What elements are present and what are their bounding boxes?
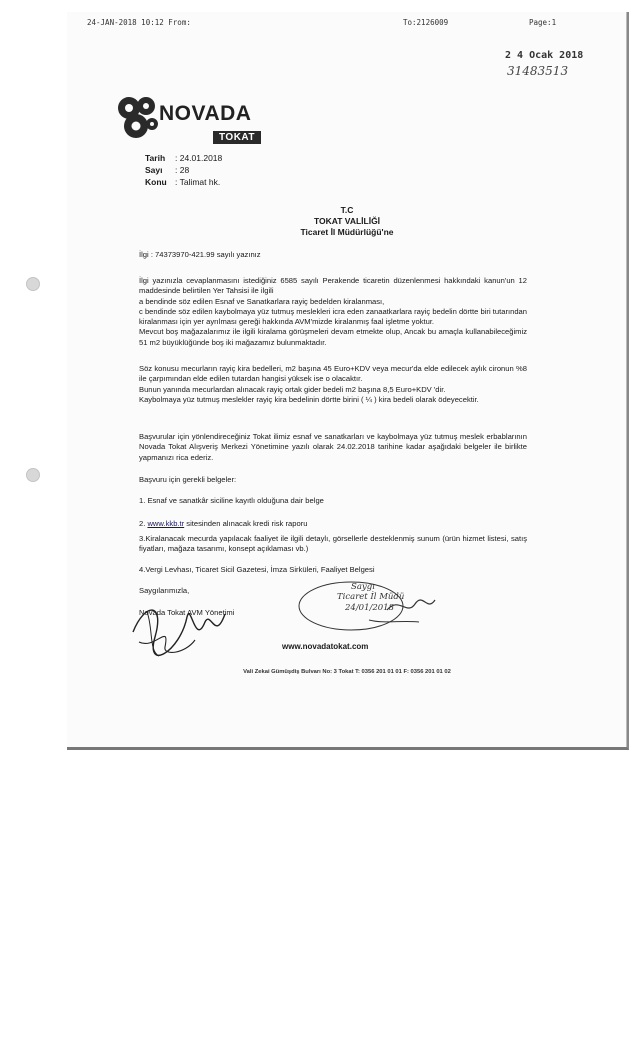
recipient-line-1: T.C bbox=[340, 205, 354, 215]
meta-key: Tarih bbox=[145, 153, 166, 163]
meta-row-number bbox=[145, 164, 222, 176]
meta-key: Sayı bbox=[145, 165, 163, 175]
fax-recipient: To:2126009 bbox=[403, 18, 449, 27]
paragraph: Başvurular için yönlendireceğiniz Tokat ilimiz esnaf ve sanatkarları ve kaybolmaya yüz tutmuş meslek erbablarının Novada Tokat Alışveriş Merkezi Yönetimine yazılı olarak 24.02.2018 tarihine kadar aşağıdaki belgeler ile birlikte yapmanızı rica ederiz. bbox=[139, 432, 527, 462]
meta-key: Konu bbox=[145, 177, 167, 187]
meta-value: : Talimat hk. bbox=[175, 177, 221, 187]
paragraph: a bendinde söz edilen Esnaf ve Sanatkarlara rayiç bedelden kiralanması, bbox=[139, 296, 385, 306]
logo-wordmark: NOVADA bbox=[159, 102, 252, 125]
requirement-4: 4.Vergi Levhası, Ticaret Sicil Gazetesi, İmza Sirküleri, Faaliyet Belgesi bbox=[139, 565, 375, 574]
kkb-link[interactable]: www.kkb.tr bbox=[147, 519, 185, 528]
requirement-1: 1. Esnaf ve sanatkâr siciline kayıtlı olduğuna dair belge bbox=[139, 496, 324, 505]
recipient-block bbox=[67, 205, 627, 238]
paragraph: İlgi yazınızla cevaplanmasını istediğiniz 6585 sayılı Perakende ticaretin düzenlenmesi hakkındaki kanun'un 12 maddesinde belirtilen Yer Tahsisi ile ilgili bbox=[139, 276, 527, 296]
meta-row-date bbox=[145, 152, 222, 164]
reference-line: İlgi : 74373970-421.99 sayılı yazınız bbox=[139, 250, 261, 259]
fax-header bbox=[87, 18, 617, 32]
recipient-line-2: TOKAT VALİLİĞİ bbox=[313, 216, 381, 226]
paragraph: Bunun yanında mecurlardan alınacak rayiç ortak gider bedeli m2 başına 8,5 Euro+KDV 'dir. bbox=[139, 384, 446, 394]
paragraph: Kaybolmaya yüz tutmuş meslekler rayiç kira bedelinin dörtte birini ( ¼ ) kira bedeli olarak ödeyecektir. bbox=[139, 394, 479, 404]
meta-value: : 28 bbox=[175, 165, 190, 175]
signature-left bbox=[125, 592, 235, 662]
paragraph: c bendinde söz edilen kaybolmaya yüz tutmuş meslekleri icra eden zanaatkarlara rayiç bedelin dörtte biri tutarından kiralanması için yer ayrılması gereği hakkında AVM'mizde kiralanmış faal işletme yoktur. bbox=[139, 306, 527, 327]
meta-row-subject bbox=[145, 176, 222, 188]
meta-value: : 24.01.2018 bbox=[175, 153, 223, 163]
paragraph: Mevcut boş mağazalarımız ile ilgili kiralama görüşmeleri devam etmekte olup, Ancak bu amaçla kullanabileceğimiz 51 m2 büyüklüğünde boş iki mağazamız bulunmaktadır. bbox=[139, 327, 527, 347]
novada-logo bbox=[115, 90, 265, 160]
signatory: Novada Tokat AVM Yönetimi bbox=[139, 608, 235, 617]
stamp-line-1: Saygı bbox=[351, 582, 375, 592]
requirement-3: 3.Kiralanacak mecurda yapılacak faaliyet ile ilgili detaylı, görsellerle desteklenmiş sunum (ürün hizmet listesi, satış fiyatları, mağaza tasarımı, konsept açıklaması vb.) bbox=[139, 534, 527, 554]
requirement-2: 2. www.kkb.tr sitesinden alınacak kredi risk raporu bbox=[139, 519, 308, 528]
logo-subtitle: TOKAT bbox=[213, 131, 261, 144]
gear-cluster-icon bbox=[115, 92, 161, 142]
requirements-heading: Başvuru için gerekli belgeler: bbox=[139, 475, 237, 484]
punch-hole-bottom bbox=[26, 468, 40, 482]
letter-body-3 bbox=[139, 432, 527, 463]
letter-body-2 bbox=[139, 364, 527, 405]
received-date-stamp: 2 4 Ocak 2018 bbox=[505, 50, 584, 61]
punch-hole-top bbox=[26, 277, 40, 291]
paragraph: Söz konusu mecurların rayiç kira bedelleri, m2 başına 45 Euro+KDV veya mecur'da elde edilecek aylık cironun %8 ile çarpımından elde edilen tutardan hangisi yüksek ise o olacaktır. bbox=[139, 364, 527, 384]
stamp-line-3: 24/01/2018 bbox=[345, 603, 394, 613]
closing-greeting: Saygılarımızla, bbox=[139, 586, 190, 595]
letter-body-1 bbox=[139, 276, 527, 348]
scanned-fax-page bbox=[67, 12, 629, 750]
recipient-line-3: Ticaret İl Müdürlüğü'ne bbox=[300, 227, 394, 237]
fax-timestamp: 24-JAN-2018 10:12 From: bbox=[87, 18, 191, 27]
website-url[interactable]: www.novadatokat.com bbox=[282, 642, 369, 651]
handwritten-number: 31483513 bbox=[507, 64, 569, 78]
footer-address: Vali Zekai Gümüşdiş Bulvarı No: 3 Tokat T: 0356 201 01 01 F: 0356 201 01 02 bbox=[243, 669, 451, 675]
fax-page-number: Page:1 bbox=[529, 18, 557, 27]
letter-meta bbox=[145, 152, 222, 188]
stamp-line-2: Ticaret İl Müdü bbox=[337, 592, 405, 602]
